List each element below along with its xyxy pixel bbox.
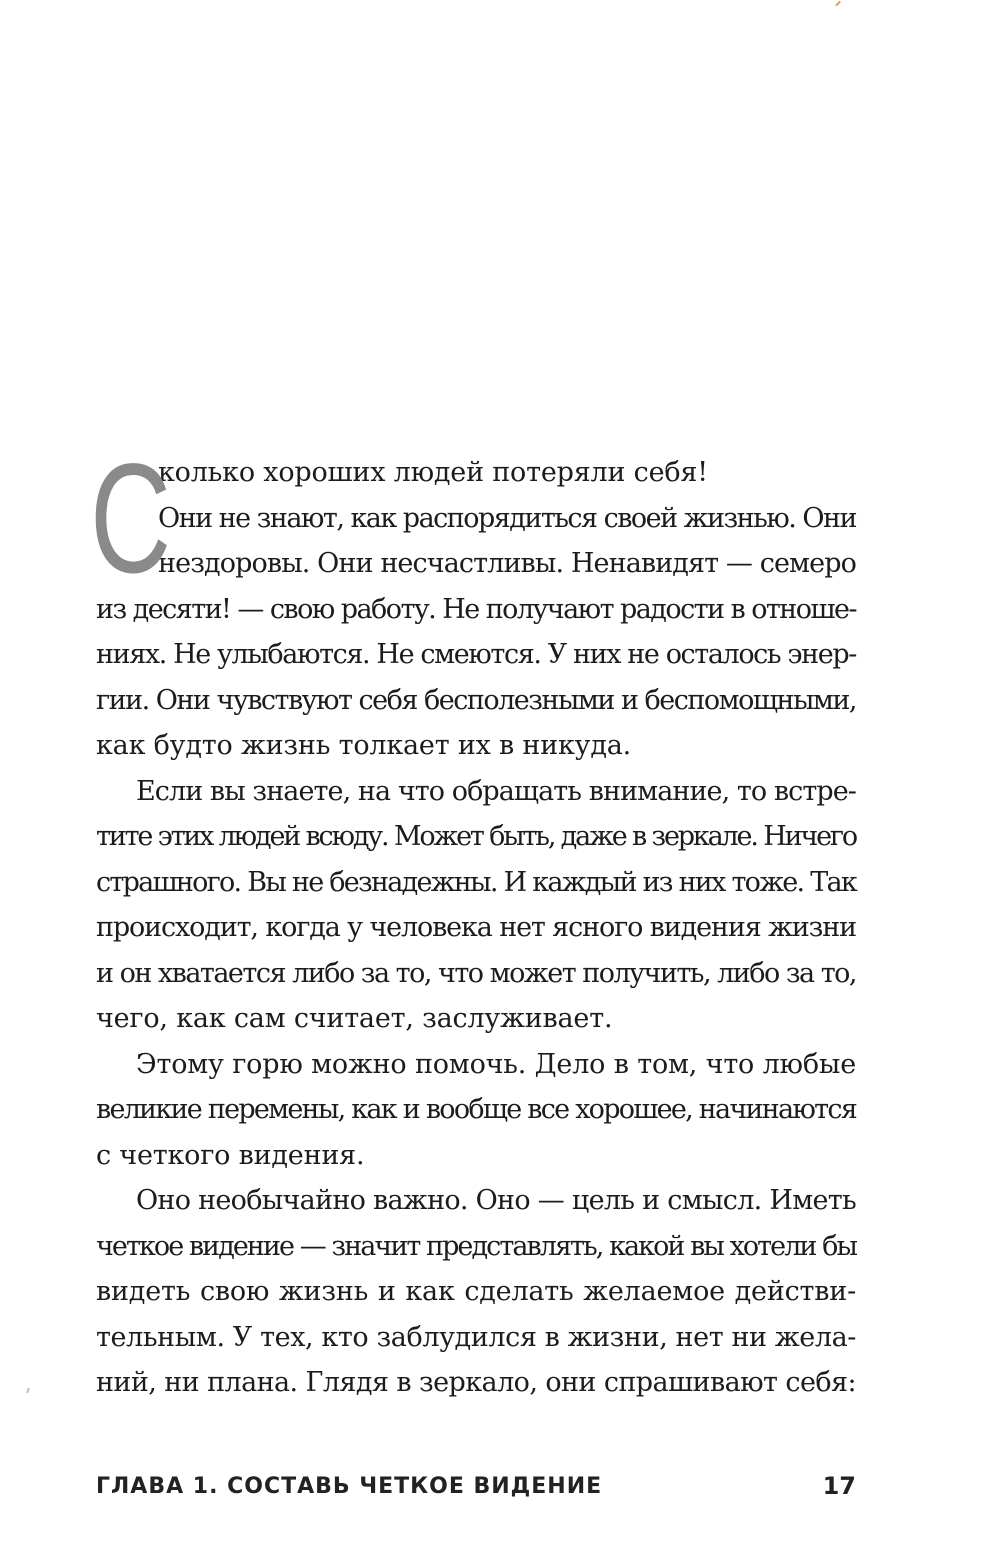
- text-line: Оно необычайно важно. Оно — цель и смысл. Иметь: [136, 1185, 856, 1216]
- text-line: Этому горю можно помочь. Дело в том, что любые: [136, 1048, 856, 1080]
- page-number: 17: [822, 1472, 856, 1500]
- text-line: как будто жизнь толкает их в никуда.: [96, 730, 632, 761]
- text-line: ниях. Не улыбаются. Не смеются. У них не осталось энер-: [96, 639, 856, 670]
- text-line: с четкого видения.: [96, 1139, 365, 1171]
- text-line: Если вы знаете, на что обращать внимание, то встре-: [136, 775, 856, 807]
- text-line: из десяти! — свою работу. Не получают радости в отноше-: [96, 593, 856, 625]
- text-line: ний, ни плана. Глядя в зеркало, они спрашивают себя:: [96, 1367, 856, 1398]
- text-line: четкое видение — значит представлять, какой вы хотели бы: [96, 1230, 856, 1262]
- text-line: происходит, когда у человека нет ясного видения жизни: [96, 912, 856, 943]
- text-line: нездоровы. Они несчастливы. Ненавидят — семеро: [158, 548, 856, 579]
- page-footer: [96, 1466, 856, 1506]
- paragraph-1: [96, 450, 856, 769]
- text-line: гии. Они чувствуют себя бесполезными и беспомощными,: [96, 684, 856, 716]
- text-line: и он хватается либо за то, что может получить, либо за то,: [96, 957, 856, 989]
- text-line: видеть свою жизнь и как сделать желаемое действи-: [96, 1276, 856, 1307]
- text-line: тите этих людей всюду. Может быть, даже в зеркале. Ничего: [96, 821, 856, 852]
- paragraph-2: [96, 769, 856, 1042]
- paragraph-4: [96, 1178, 856, 1406]
- text-line: чего, как сам считает, заслуживает.: [96, 1003, 613, 1034]
- paragraph-3: [96, 1042, 856, 1179]
- text-line: колько хороших людей потеряли себя!: [158, 457, 708, 488]
- margin-speck: [26, 1388, 30, 1393]
- drop-cap: С: [90, 432, 172, 606]
- text-line: Они не знают, как распорядиться своей жизнью. Они: [158, 502, 856, 534]
- text-line: страшного. Вы не безнадежны. И каждый из них тоже. Так: [96, 866, 856, 898]
- chapter-body-text: [90, 432, 856, 1406]
- page-corner-mark: [833, 0, 841, 6]
- text-line: тельным. У тех, кто заблудился в жизни, нет ни жела-: [96, 1321, 856, 1353]
- text-line: великие перемены, как и вообще все хорошее, начинаются: [96, 1094, 856, 1125]
- running-head: ГЛАВА 1. СОСТАВЬ ЧЕТКОЕ ВИДЕНИЕ: [96, 1473, 603, 1499]
